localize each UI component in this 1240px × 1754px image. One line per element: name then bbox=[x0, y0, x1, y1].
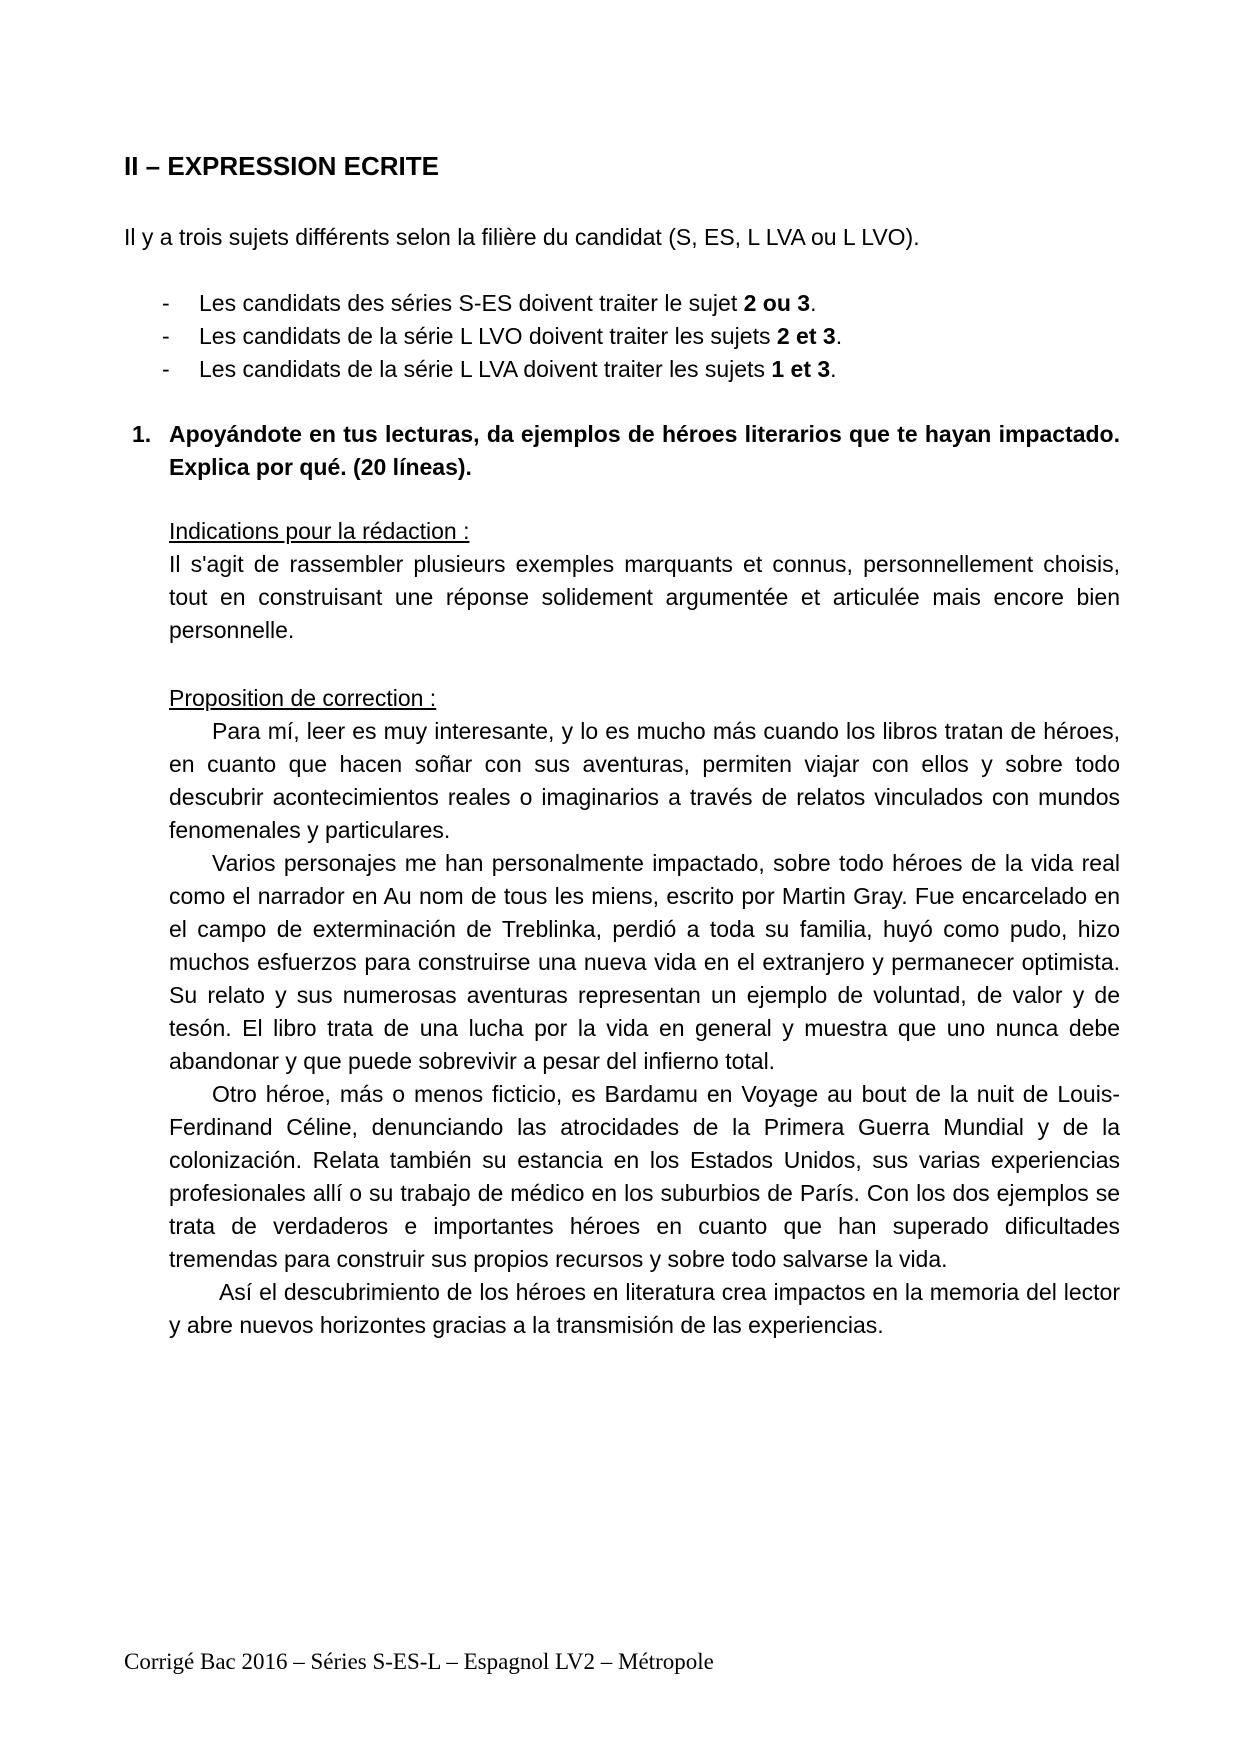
list-item-text: Les candidats de la série L LVO doivent traiter les sujets bbox=[199, 323, 777, 349]
correction-heading: Proposition de correction : bbox=[169, 685, 437, 711]
list-item-end: . bbox=[810, 290, 817, 316]
list-item-end: . bbox=[835, 323, 843, 349]
subject-1 bbox=[124, 418, 1120, 484]
list-item-end: . bbox=[830, 356, 837, 382]
correction-paragraph: Para mí, leer es muy interesante, y lo es mucho más cuando los libros tratan de héroes, en cuanto que hacen soñar con sus aventuras, permiten viajar con ellos y sobre todo descubrir acontecimientos reales o imaginarios a través de relatos vinculados con mundos fenomenales y particulares. bbox=[169, 718, 1120, 843]
indications-text: Il s'agit de rassembler plusieurs exemples marquants et connus, personnellement choisis, tout en construisant une réponse solidement argumentée et articulée mais encore bien personnelle. bbox=[169, 551, 1120, 643]
indications-section bbox=[169, 515, 1120, 647]
page-footer: Corrigé Bac 2016 – Séries S-ES-L – Espagnol LV2 – Métropole bbox=[124, 1649, 714, 1674]
list-item-text: Les candidats des séries S-ES doivent traiter le sujet bbox=[199, 290, 744, 316]
list-item-subjects: 2 et 3 bbox=[776, 323, 836, 349]
list-item bbox=[124, 287, 842, 320]
bullet-dash: - bbox=[162, 356, 170, 382]
subject-number: 1. bbox=[132, 421, 152, 447]
bullet-dash: - bbox=[162, 323, 170, 349]
list-item bbox=[124, 353, 842, 386]
list-item-subjects: 1 et 3 bbox=[771, 356, 831, 382]
intro-text: Il y a trois sujets différents selon la filière du candidat (S, ES, L LVA ou L LVO). bbox=[124, 224, 920, 250]
list-item-text: Les candidats de la série L LVA doivent traiter les sujets bbox=[199, 356, 772, 382]
candidate-rules-list bbox=[124, 287, 842, 386]
correction-section bbox=[169, 682, 1127, 1342]
subject-question: Apoyándote en tus lecturas, da ejemplos de héroes literarios que te hayan impactado. Explica por qué. (20 líneas). bbox=[169, 421, 1120, 480]
correction-paragraph: Otro héroe, más o menos ficticio, es Bardamu en Voyage au bout de la nuit de Louis-Ferdinand Céline, denunciando las atrocidades de la Primera Guerra Mundial y de la colonización. Relata también su estancia en los Estados Unidos, sus varias experiencias profesionales allí o su trabajo de médico en los suburbios de París. Con los dos ejemplos se trata de verdaderos e importantes héroes en cuanto que han superado dificultades tremendas para construir sus propios recursos y sobre todo salvarse la vida. bbox=[169, 1081, 1120, 1272]
list-item-subjects: 2 ou 3 bbox=[743, 290, 811, 316]
bullet-dash: - bbox=[162, 290, 170, 316]
indications-heading: Indications pour la rédaction : bbox=[169, 518, 470, 544]
list-item bbox=[124, 320, 842, 353]
correction-paragraph: Varios personajes me han personalmente impactado, sobre todo héroes de la vida real como el narrador en Au nom de tous les miens, escrito por Martin Gray. Fue encarcelado en el campo de exterminación de Treblinka, perdió a toda su familia, huyó como pudo, hizo muchos esfuerzos para construirse una nueva vida en el extranjero y permanecer optimista. Su relato y sus numerosas aventuras representan un ejemplo de voluntad, de valor y de tesón. El libro trata de una lucha por la vida en general y muestra que uno nunca debe abandonar y que puede sobrevivir a pesar del infierno total. bbox=[169, 850, 1120, 1074]
section-title: II – EXPRESSION ECRITE bbox=[124, 151, 439, 181]
correction-paragraph: Así el descubrimiento de los héroes en literatura crea impactos en la memoria del lector y abre nuevos horizontes gracias a la transmisión de las experiencias. bbox=[169, 1279, 1127, 1338]
